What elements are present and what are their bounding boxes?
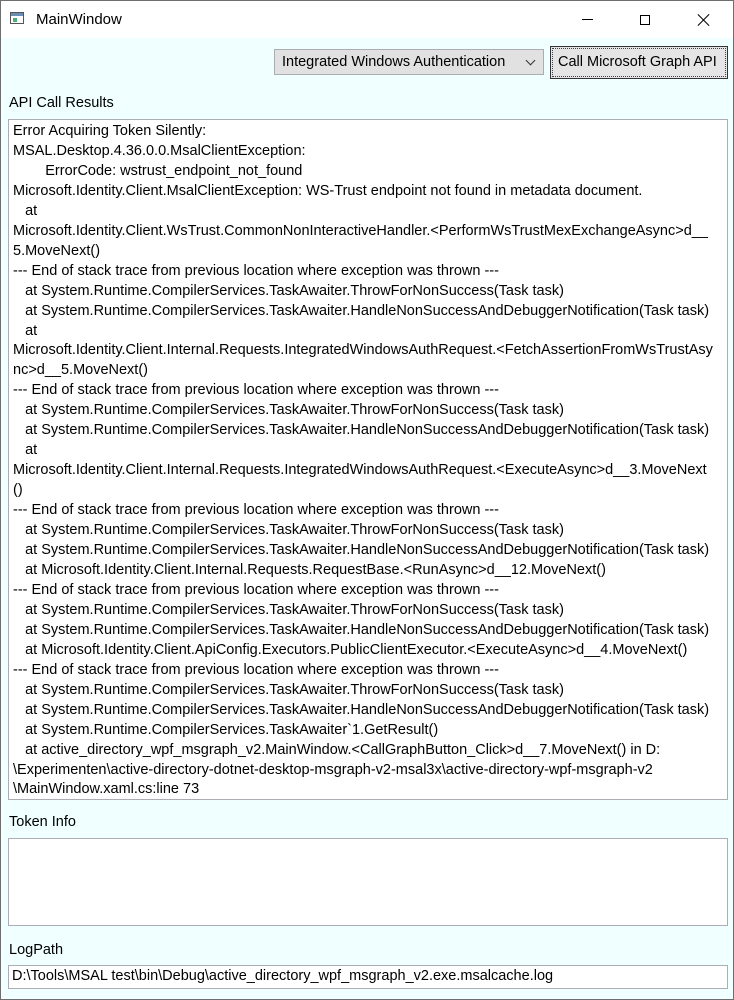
close-button[interactable] <box>681 1 727 38</box>
chevron-down-icon <box>526 56 536 66</box>
results-line: () <box>13 482 23 499</box>
minimize-button[interactable] <box>564 1 610 38</box>
window-title: MainWindow <box>36 11 122 28</box>
call-graph-api-button[interactable] <box>550 46 728 79</box>
close-icon <box>697 13 711 27</box>
results-line: at <box>13 322 38 339</box>
results-line: \MainWindow.xaml.cs:line 73 <box>13 781 200 798</box>
results-line: nc>d__5.MoveNext() <box>13 362 148 379</box>
title-bar[interactable] <box>1 1 733 38</box>
call-graph-api-button-label: Call Microsoft Graph API <box>558 54 717 70</box>
results-line: Microsoft.Identity.Client.MsalClientException: WS-Trust endpoint not found in metadata document. <box>13 182 643 199</box>
results-line: at Microsoft.Identity.Client.Internal.Requests.RequestBase.<RunAsync>d__12.MoveNext() <box>13 561 606 578</box>
app-window-icon <box>10 12 24 24</box>
results-line: at System.Runtime.CompilerServices.TaskAwaiter.ThrowForNonSuccess(Task task) <box>13 402 564 419</box>
results-textbox[interactable] <box>8 119 728 800</box>
results-line: --- End of stack trace from previous location where exception was thrown --- <box>13 502 499 519</box>
results-line: at System.Runtime.CompilerServices.TaskAwaiter.HandleNonSuccessAndDebuggerNotification(Task task) <box>13 542 710 559</box>
results-line: at System.Runtime.CompilerServices.TaskAwaiter.HandleNonSuccessAndDebuggerNotification(Task task) <box>13 302 710 319</box>
results-line: at <box>13 202 38 219</box>
results-line: at System.Runtime.CompilerServices.TaskAwaiter.ThrowForNonSuccess(Task task) <box>13 282 564 299</box>
results-line: 5.MoveNext() <box>13 242 101 259</box>
results-line: at System.Runtime.CompilerServices.TaskAwaiter.ThrowForNonSuccess(Task task) <box>13 681 564 698</box>
results-label: API Call Results <box>9 95 114 111</box>
auth-mode-dropdown[interactable] <box>274 49 544 75</box>
maximize-button[interactable] <box>622 1 668 38</box>
minimize-icon <box>582 19 593 20</box>
results-line: at System.Runtime.CompilerServices.TaskAwaiter`1.GetResult() <box>13 721 439 738</box>
results-line: at active_directory_wpf_msgraph_v2.MainWindow.<CallGraphButton_Click>d__7.MoveNext() in D: <box>13 741 661 758</box>
results-text <box>13 122 725 800</box>
results-line: at Microsoft.Identity.Client.ApiConfig.Executors.PublicClientExecutor.<ExecuteAsync>d__4.MoveNext() <box>13 641 688 658</box>
results-line: at <box>13 442 38 459</box>
token-info-label: Token Info <box>9 814 76 830</box>
results-line: at System.Runtime.CompilerServices.TaskAwaiter.HandleNonSuccessAndDebuggerNotification(Task task) <box>13 422 710 439</box>
log-path-value: D:\Tools\MSAL test\bin\Debug\active_directory_wpf_msgraph_v2.exe.msalcache.log <box>12 968 554 984</box>
results-line: Microsoft.Identity.Client.Internal.Requests.IntegratedWindowsAuthRequest.<FetchAssertionFromWsTrustAsy <box>13 342 713 359</box>
results-line: MSAL.Desktop.4.36.0.0.MsalClientException: <box>13 142 306 159</box>
results-line: ErrorCode: wstrust_endpoint_not_found <box>13 162 303 179</box>
results-line: at System.Runtime.CompilerServices.TaskAwaiter.HandleNonSuccessAndDebuggerNotification(Task task) <box>13 701 710 718</box>
maximize-icon <box>640 15 650 25</box>
results-line: Error Acquiring Token Silently: <box>13 123 207 139</box>
token-info-textbox[interactable] <box>8 838 728 926</box>
log-path-textbox[interactable] <box>8 965 728 989</box>
results-line: \Experimenten\active-directory-dotnet-desktop-msgraph-v2-msal3x\active-directory-wpf-msgraph-v2 <box>13 761 653 778</box>
results-line: at System.Runtime.CompilerServices.TaskAwaiter.ThrowForNonSuccess(Task task) <box>13 522 564 539</box>
results-line: --- End of stack trace from previous location where exception was thrown --- <box>13 382 499 399</box>
results-line: Microsoft.Identity.Client.Internal.Requests.IntegratedWindowsAuthRequest.<ExecuteAsync>d__3.MoveNext <box>13 462 707 479</box>
results-line: --- End of stack trace from previous location where exception was thrown --- <box>13 661 499 678</box>
results-line: at System.Runtime.CompilerServices.TaskAwaiter.HandleNonSuccessAndDebuggerNotification(Task task) <box>13 621 710 638</box>
results-line: --- End of stack trace from previous location where exception was thrown --- <box>13 581 499 598</box>
auth-mode-value: Integrated Windows Authentication <box>282 54 506 70</box>
results-line: Microsoft.Identity.Client.WsTrust.CommonNonInteractiveHandler.<PerformWsTrustMexExchangeAsync>d__ <box>13 222 708 239</box>
log-path-label: LogPath <box>9 942 64 958</box>
results-line: at System.Runtime.CompilerServices.TaskAwaiter.ThrowForNonSuccess(Task task) <box>13 601 564 618</box>
results-line: --- End of stack trace from previous location where exception was thrown --- <box>13 262 499 279</box>
